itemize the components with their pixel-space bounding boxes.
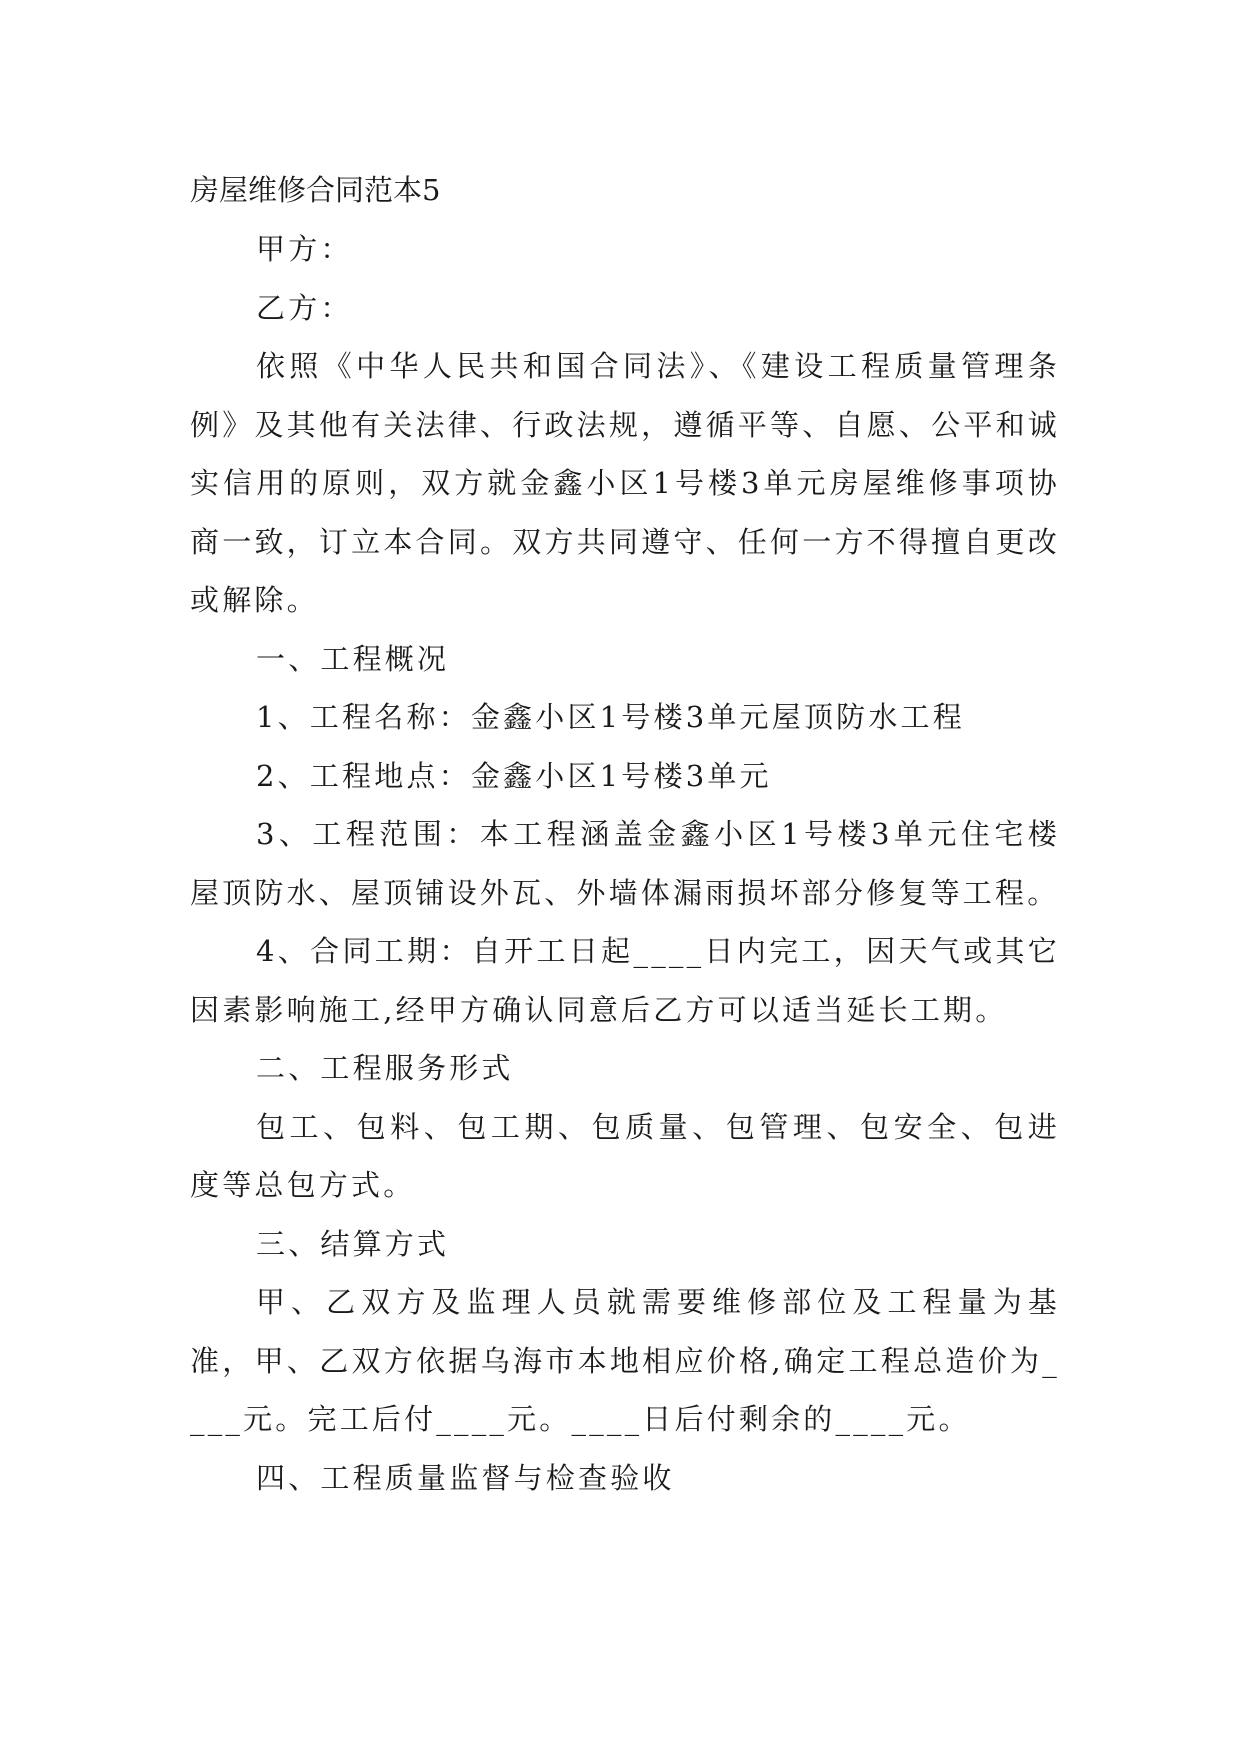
clause-service-form: 包工、包料、包工期、包质量、包管理、包安全、包进度等总包方式。 [190, 1109, 1060, 1202]
clause-project-scope: 3、工程范围：本工程涵盖金鑫小区1号楼3单元住宅楼屋顶防水、屋顶铺设外瓦、外墙体漏雨损坏部分修复等工程。 [190, 817, 1060, 910]
clause-contract-period: 4、合同工期：自开工日起____日内完工，因天气或其它因素影响施工,经甲方确认同意后乙方可以适当延长工期。 [190, 934, 1060, 1027]
party-b-line: 乙方： [256, 290, 353, 325]
clause-settlement: 甲、乙双方及监理人员就需要维修部位及工程量为基准，甲、乙双方依据乌海市本地相应价格,确定工程总造价为____元。完工后付____元。____日后付剩余的____元。 [190, 1285, 1060, 1436]
section-heading-settlement: 三、结算方式 [256, 1226, 450, 1261]
clause-project-location: 2、工程地点：金鑫小区1号楼3单元 [256, 758, 772, 793]
document-body [190, 160, 1060, 1507]
clause-project-name: 1、工程名称：金鑫小区1号楼3单元屋顶防水工程 [256, 700, 965, 734]
party-a-line: 甲方： [256, 232, 353, 266]
document-title: 房屋维修合同范本5 [190, 173, 441, 207]
preamble-paragraph: 依照《中华人民共和国合同法》、《建设工程质量管理条例》及其他有关法律、行政法规，遵循平等、自愿、公平和诚实信用的原则，双方就金鑫小区1号楼3单元房屋维修事项协商一致，订立本合同。双方共同遵守、任何一方不得擅自更改或解除。 [190, 349, 1060, 617]
section-heading-quality-inspection: 四、工程质量监督与检查验收 [256, 1460, 675, 1495]
section-heading-service-form: 二、工程服务形式 [256, 1051, 514, 1085]
section-heading-project-overview: 一、工程概况 [256, 641, 450, 676]
